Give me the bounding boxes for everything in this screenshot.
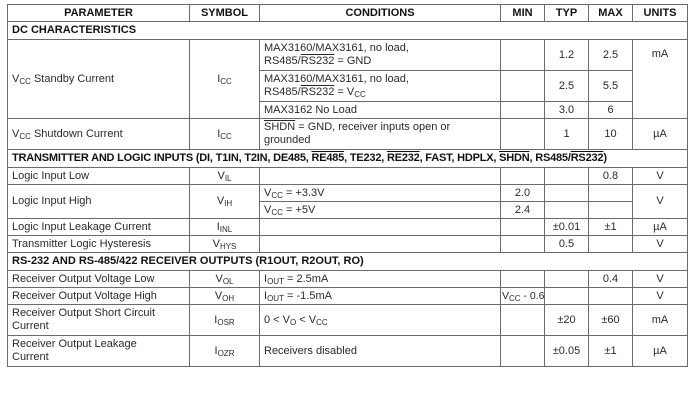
conditions-cell: $0 < V_O < V_{CC}$ (260, 305, 501, 336)
typ-cell: 1.2 (545, 40, 589, 71)
param-cell: Receiver Output Short Circuit Current (8, 305, 190, 336)
conditions-cell: MAX3160/MAX3161, no load, RS485/RS232 = GND (260, 40, 501, 71)
max-cell (589, 288, 633, 305)
min-cell: $V_{CC} - 0.6$ (502, 289, 545, 303)
units-cell: mA (633, 40, 688, 119)
conditions-cell (260, 168, 501, 185)
max-cell: 10 (589, 119, 633, 150)
typ-cell (545, 168, 589, 185)
conditions-cell: $I_{OUT} = -1.5mA$ (260, 288, 501, 305)
param-cell: Receiver Output Leakage Current (8, 336, 190, 367)
typ-cell (545, 185, 589, 202)
symbol-cell: $V_{OH}$ (190, 288, 260, 305)
section-dc (8, 22, 688, 40)
symbol-cell: $V_{OL}$ (190, 271, 260, 288)
table-row (8, 185, 688, 202)
max-cell: ±1 (589, 336, 633, 367)
param-cell: Transmitter Logic Hysteresis (8, 236, 190, 253)
table-row (8, 168, 688, 185)
header-max: MAX (589, 5, 633, 22)
min-cell (501, 119, 545, 150)
min-cell (501, 271, 545, 288)
header-row (8, 5, 688, 22)
min-cell (501, 102, 545, 119)
units-cell: µA (633, 336, 688, 367)
units-cell: V (633, 288, 688, 305)
spec-table (7, 4, 688, 367)
typ-cell: ±0.05 (545, 336, 589, 367)
symbol-cell: $I_{CC}$ (190, 40, 260, 119)
typ-cell: ±20 (545, 305, 589, 336)
typ-cell (545, 202, 589, 219)
max-cell: 0.4 (589, 271, 633, 288)
units-cell: V (633, 185, 688, 219)
param-cell: $V_{CC}$ Shutdown Current (8, 119, 190, 150)
param-cell: Receiver Output Voltage Low (8, 271, 190, 288)
section-rx (8, 253, 688, 271)
max-cell (589, 185, 633, 202)
typ-cell: ±0.01 (545, 219, 589, 236)
min-cell: 2.0 (501, 185, 545, 202)
symbol-cell: $V_{IL}$ (190, 168, 260, 185)
max-cell: ±1 (589, 219, 633, 236)
param-cell: $V_{CC}$ Standby Current (8, 40, 190, 119)
symbol-cell: $I_{INL}$ (190, 219, 260, 236)
min-cell (501, 336, 545, 367)
conditions-cell: SHDN = GND, receiver inputs open or grounded (260, 119, 501, 150)
typ-cell: 2.5 (545, 71, 589, 102)
units-cell: mA (633, 305, 688, 336)
units-cell: µA (633, 119, 688, 150)
max-cell: 6 (589, 102, 633, 119)
param-cell: Receiver Output Voltage High (8, 288, 190, 305)
section-title: DC CHARACTERISTICS (8, 22, 688, 40)
min-cell (501, 168, 545, 185)
param-cell: Logic Input Low (8, 168, 190, 185)
max-cell: 2.5 (589, 40, 633, 71)
typ-cell: 1 (545, 119, 589, 150)
table-row (8, 336, 688, 367)
max-cell: 0.8 (589, 168, 633, 185)
typ-cell (545, 271, 589, 288)
conditions-cell: $I_{OUT} = 2.5mA$ (260, 271, 501, 288)
min-cell (501, 236, 545, 253)
symbol-cell: $V_{HYS}$ (190, 236, 260, 253)
min-cell (501, 71, 545, 102)
table-row (8, 119, 688, 150)
min-cell: 2.4 (501, 202, 545, 219)
section-tx (8, 150, 688, 168)
table-row (8, 305, 688, 336)
header-units: UNITS (633, 5, 688, 22)
units-cell: V (633, 236, 688, 253)
conditions-cell (260, 219, 501, 236)
min-cell (501, 305, 545, 336)
max-cell (589, 236, 633, 253)
header-conditions: CONDITIONS (260, 5, 501, 22)
header-symbol: SYMBOL (190, 5, 260, 22)
header-typ: TYP (545, 5, 589, 22)
symbol-cell: $V_{IH}$ (190, 185, 260, 219)
table-row (8, 288, 688, 305)
table-row (8, 40, 688, 71)
units-cell: µA (633, 219, 688, 236)
max-cell: 5.5 (589, 71, 633, 102)
conditions-cell: $V_{CC} = +3.3V$ (260, 185, 501, 202)
section-title: TRANSMITTER AND LOGIC INPUTS (DI, T1IN, T2IN, DE485, RE485, TE232, RE232, FAST, HDPLX, SHDN, RS485/RS232) (8, 150, 688, 168)
param-cell: Logic Input Leakage Current (8, 219, 190, 236)
symbol-cell: $I_{OZR}$ (190, 336, 260, 367)
max-cell: ±60 (589, 305, 633, 336)
units-cell: V (633, 168, 688, 185)
min-cell (501, 219, 545, 236)
typ-cell (545, 288, 589, 305)
table-row (8, 236, 688, 253)
header-min: MIN (501, 5, 545, 22)
conditions-cell (260, 236, 501, 253)
min-cell (501, 40, 545, 71)
table-row (8, 219, 688, 236)
conditions-cell: Receivers disabled (260, 336, 501, 367)
symbol-cell: $I_{CC}$ (190, 119, 260, 150)
conditions-cell: $V_{CC} = +5V$ (260, 202, 501, 219)
typ-cell: 0.5 (545, 236, 589, 253)
param-cell: Logic Input High (8, 185, 190, 219)
header-parameter: PARAMETER (8, 5, 190, 22)
typ-cell: 3.0 (545, 102, 589, 119)
max-cell (589, 202, 633, 219)
section-title: RS-232 AND RS-485/422 RECEIVER OUTPUTS (R1OUT, R2OUT, RO) (8, 253, 688, 271)
conditions-cell: MAX3160/MAX3161, no load, $RS485/RS232 = V_{CC}$ (260, 71, 501, 102)
conditions-cell: MAX3162 No Load (260, 102, 501, 119)
units-cell: V (633, 271, 688, 288)
table-row (8, 271, 688, 288)
symbol-cell: $I_{OSR}$ (190, 305, 260, 336)
